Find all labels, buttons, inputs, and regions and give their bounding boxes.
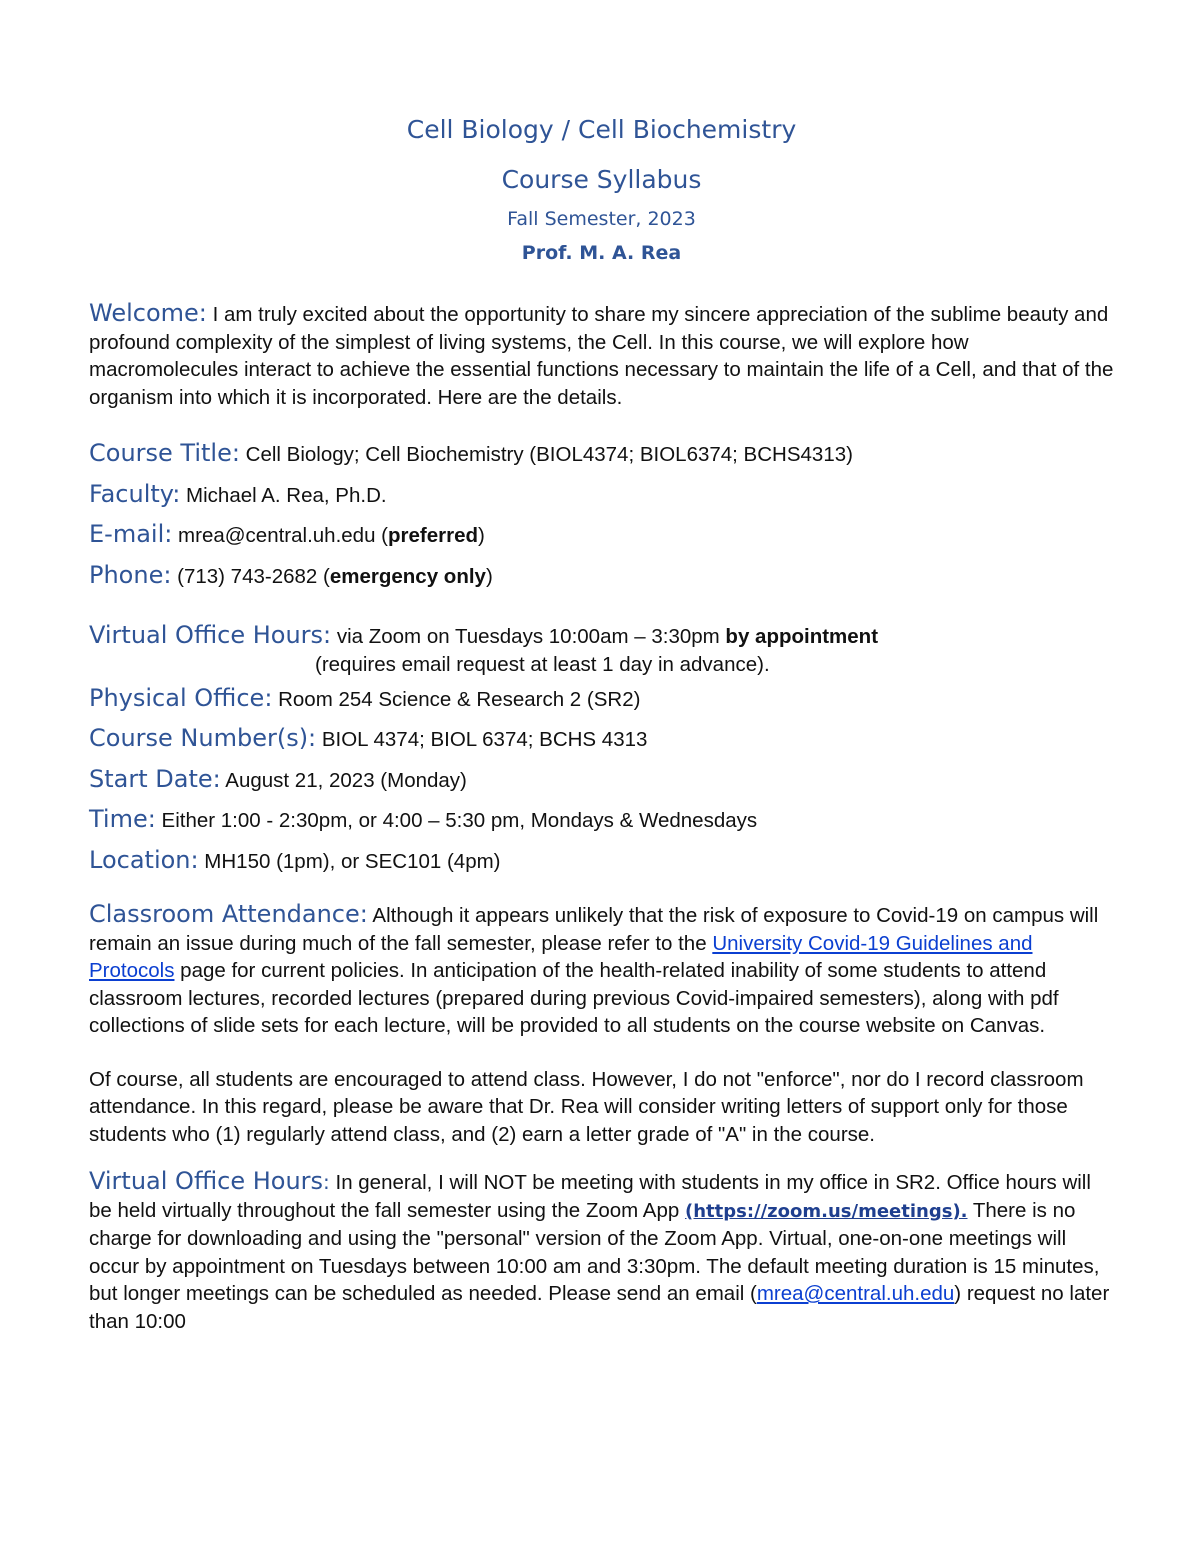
faculty-value: Michael A. Rea, Ph.D.: [180, 483, 387, 507]
phone-row: [89, 556, 1114, 597]
email-row: [89, 515, 1114, 556]
start-date-label: Start Date:: [89, 764, 221, 793]
phone-close: ): [485, 564, 493, 588]
course-title-heading: Cell Biology / Cell Biochemistry: [406, 115, 797, 144]
email-label: E-mail:: [89, 520, 173, 548]
time-value: Either 1:00 - 2:30pm, or 4:00 – 5:30 pm, Mondays & Wednesdays: [155, 809, 758, 832]
virtual-office-hours-note: (requires email request at least 1 day in advance).: [315, 652, 770, 676]
zoom-meetings-link[interactable]: (https://zoom.us/meetings).: [684, 1200, 968, 1222]
virtual-office-colon: :: [323, 1170, 330, 1194]
professor-heading: Prof. M. A. Rea: [521, 242, 682, 264]
course-info-block: [89, 434, 1114, 596]
course-title-value: Cell Biology; Cell Biochemistry (BIOL4374; BIOL6374; BCHS4313): [239, 443, 853, 466]
title-block: [89, 110, 1114, 268]
physical-office-value: Room 254 Science & Research 2 (SR2): [272, 687, 641, 711]
welcome-heading: Welcome:: [89, 299, 207, 327]
phone-value: (713) 743-2682 (: [171, 564, 330, 588]
email-note: preferred: [388, 524, 479, 547]
covid-guidelines-link[interactable]: University Covid-19 Guidelines and Protocols: [89, 931, 1033, 982]
course-title-row: [89, 434, 1114, 475]
phone-label: Phone:: [89, 560, 172, 589]
welcome-paragraph: [89, 300, 1114, 411]
location-row: [89, 841, 1114, 882]
start-date-value: August 21, 2023 (Monday): [220, 768, 467, 792]
email-value: mrea@central.uh.edu (: [172, 524, 389, 547]
physical-office-row: [89, 679, 1114, 720]
syllabus-heading: Course Syllabus: [501, 165, 702, 194]
welcome-text: I am truly excited about the opportunity to share my sincere appreciation of the sublime beauty and profound complexity of the simplest of living systems, the Cell. In this course, we will explore how macromolecules interact to achieve the essential functions necessary to maintain the life of a Cell, and that of the organism into which it is incorporated. Here are the details.: [89, 303, 1114, 409]
email-link[interactable]: mrea@central.uh.edu: [756, 1282, 955, 1305]
attendance-text-1: Although it appears unlikely that the risk of exposure to Covid-19 on campus will remain an issue during much of the fall semester, please refer to the: [89, 904, 1099, 955]
physical-office-label: Physical Office:: [89, 683, 273, 712]
virtual-office-hours-bold: by appointment: [725, 625, 879, 648]
virtual-office-text-2: There is no charge for downloading and using the "personal" version of the Zoom App. Virtual, one-on-one meetings will occur by appointment on Tuesdays between 10:00 am and 3:30pm. The default meeting duration is 15 minutes, but longer meetings can be scheduled as needed. Please send an email (: [89, 1198, 1100, 1305]
time-row: [89, 800, 1114, 841]
syllabus-page: [89, 110, 1114, 1335]
virtual-office-text-3: ) request no later than 10:00: [89, 1282, 1110, 1333]
attendance-text-2: page for current policies. In anticipation of the health-related inability of some students to attend classroom lectures, recorded lectures (prepared during previous Covid-impaired semesters), along with pdf collections of slide sets for each lecture, will be provided to all students on the course website on Canvas.: [89, 959, 1059, 1037]
email-close: ): [478, 524, 485, 547]
location-value: MH150 (1pm), or SEC101 (4pm): [198, 849, 501, 873]
virtual-office-hours-label: Virtual Office Hours:: [89, 621, 332, 649]
faculty-label: Faculty:: [89, 479, 181, 508]
attendance-paragraph: [89, 901, 1114, 1040]
faculty-row: [89, 475, 1114, 516]
start-date-row: [89, 760, 1114, 801]
virtual-office-text-1: In general, I will NOT be meeting with students in my office in SR2. Office hours will be held virtually throughout the fall semester using the Zoom App: [89, 1171, 1091, 1222]
virtual-office-heading: Virtual Office Hours: [89, 1167, 324, 1195]
schedule-info-block: [89, 616, 1114, 881]
semester-heading: Fall Semester, 2023: [507, 208, 696, 230]
time-label: Time:: [89, 805, 156, 833]
location-label: Location:: [89, 845, 199, 874]
virtual-office-paragraph: [89, 1168, 1114, 1335]
virtual-office-hours-value: via Zoom on Tuesdays 10:00am – 3:30pm: [331, 625, 726, 648]
phone-note: emergency only: [329, 564, 486, 588]
attendance-heading: Classroom Attendance:: [89, 900, 368, 928]
attendance-paragraph-2: Of course, all students are encouraged to attend class. However, I do not "enforce", nor do I record classroom attendance. In this regard, please be aware that Dr. Rea will consider writing letters of support only for those students who (1) regularly attend class, and (2) earn a letter grade of "A" in the course.: [89, 1067, 1084, 1146]
course-number-row: [89, 719, 1114, 760]
course-number-label: Course Number(s):: [89, 724, 317, 752]
course-number-value: BIOL 4374; BIOL 6374; BCHS 4313: [316, 728, 648, 751]
course-title-label: Course Title:: [89, 439, 240, 467]
